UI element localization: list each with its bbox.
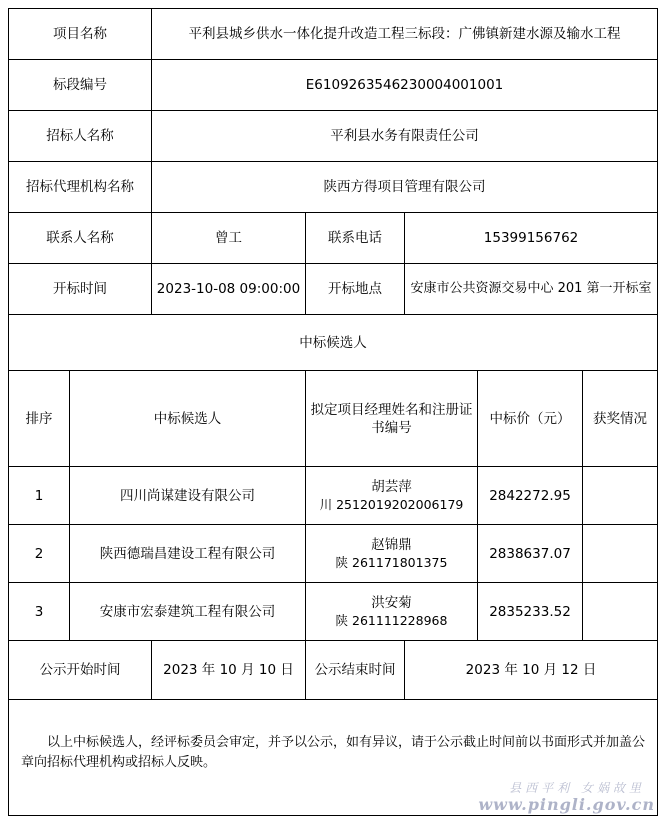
section-no-value: E6109263546230004001001 — [152, 60, 658, 111]
candidates-header-row — [9, 371, 658, 467]
row-contact — [9, 213, 658, 264]
manager-name: 赵锦鼎 — [371, 536, 412, 553]
candidate-price: 2842272.95 — [478, 467, 583, 525]
manager-cert: 陕 261111228968 — [335, 612, 448, 628]
col-manager-header: 拟定项目经理姓名和注册证书编号 — [306, 371, 478, 467]
pub-start-value: 2023 年 10 月 10 日 — [152, 641, 306, 700]
candidate-price: 2838637.07 — [478, 525, 583, 583]
col-rank-header: 排序 — [9, 371, 70, 467]
project-name-label: 项目名称 — [9, 9, 152, 60]
phone-value: 15399156762 — [405, 213, 658, 264]
col-candidate-header: 中标候选人 — [70, 371, 306, 467]
tenderer-value: 平利县水务有限责任公司 — [152, 111, 658, 162]
row-agency — [9, 162, 658, 213]
manager-name: 洪安菊 — [371, 594, 412, 611]
row-tenderer — [9, 111, 658, 162]
open-time-label: 开标时间 — [9, 264, 152, 315]
contact-label: 联系人名称 — [9, 213, 152, 264]
manager-cert: 陕 261171801375 — [335, 554, 448, 570]
row-open-time — [9, 264, 658, 315]
phone-label: 联系电话 — [306, 213, 405, 264]
candidate-award — [583, 525, 658, 583]
candidate-name: 四川尚谋建设有限公司 — [70, 467, 306, 525]
col-price-header: 中标价（元） — [478, 371, 583, 467]
project-name-value: 平利县城乡供水一体化提升改造工程三标段：广佛镇新建水源及输水工程 — [152, 9, 658, 60]
table-row — [9, 467, 658, 525]
row-publicity — [9, 641, 658, 700]
row-project-name — [9, 9, 658, 60]
bid-result-table — [8, 8, 658, 816]
row-candidates-title — [9, 315, 658, 371]
tenderer-label: 招标人名称 — [9, 111, 152, 162]
candidate-name: 安康市宏泰建筑工程有限公司 — [70, 583, 306, 641]
col-award-header: 获奖情况 — [583, 371, 658, 467]
watermark-url: www.pingli.gov.cn — [478, 795, 655, 814]
open-place-label: 开标地点 — [306, 264, 405, 315]
table-row — [9, 525, 658, 583]
watermark-slogan: 县西平利 女娲故里 — [509, 781, 645, 795]
pub-end-label: 公示结束时间 — [306, 641, 405, 700]
candidates-title: 中标候选人 — [9, 315, 658, 371]
candidate-manager — [306, 467, 478, 525]
manager-name: 胡芸萍 — [371, 478, 412, 495]
candidate-manager — [306, 583, 478, 641]
agency-value: 陕西方得项目管理有限公司 — [152, 162, 658, 213]
manager-cert: 川 2512019202006179 — [319, 496, 464, 512]
candidate-award — [583, 583, 658, 641]
candidate-rank: 3 — [9, 583, 70, 641]
row-notice — [9, 700, 658, 816]
candidate-manager — [306, 525, 478, 583]
notice-text: 以上中标候选人，经评标委员会审定，并予以公示，如有异议，请于公示截止时间前以书面形式并加盖公章向招标代理机构或招标人反映。 — [9, 700, 658, 816]
candidate-name: 陕西德瑞昌建设工程有限公司 — [70, 525, 306, 583]
pub-end-value: 2023 年 10 月 12 日 — [405, 641, 658, 700]
candidate-rank: 2 — [9, 525, 70, 583]
section-no-label: 标段编号 — [9, 60, 152, 111]
open-place-value: 安康市公共资源交易中心 201 第一开标室 — [405, 264, 658, 315]
row-section-no — [9, 60, 658, 111]
table-row — [9, 583, 658, 641]
candidate-award — [583, 467, 658, 525]
candidate-price: 2835233.52 — [478, 583, 583, 641]
open-time-value: 2023-10-08 09:00:00 — [152, 264, 306, 315]
candidate-rank: 1 — [9, 467, 70, 525]
contact-value: 曾工 — [152, 213, 306, 264]
agency-label: 招标代理机构名称 — [9, 162, 152, 213]
pub-start-label: 公示开始时间 — [9, 641, 152, 700]
